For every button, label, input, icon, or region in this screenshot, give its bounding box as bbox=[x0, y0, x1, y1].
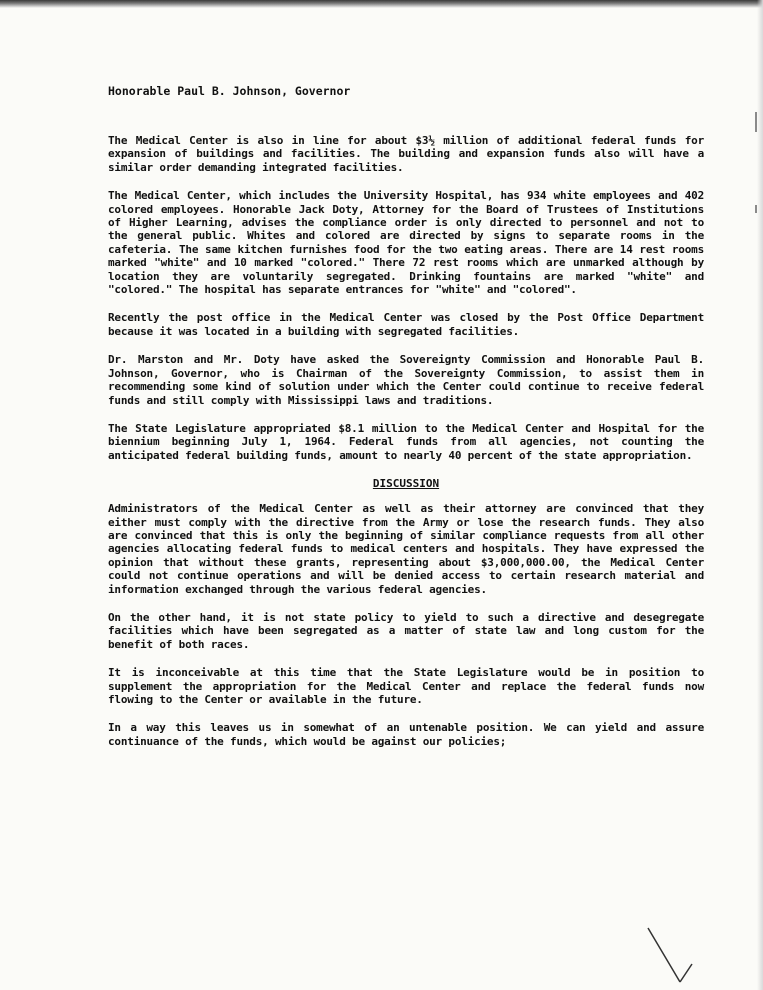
scan-artifact-mark bbox=[755, 112, 757, 132]
letter-body bbox=[108, 84, 704, 763]
paragraph-appropriation: The State Legislature appropriated $8.1 million to the Medical Center and Hospital for the biennium beginning July 1, 1964. Federal funds from all agencies, not counting the anticipated federal building funds, amount to nearly 40 percent of the state appropriation. bbox=[108, 421, 704, 462]
paragraph-untenable: In a way this leaves us in somewhat of an untenable position. We can yield and assure continuance of the funds, which would be against our policies; bbox=[108, 721, 704, 748]
paragraph-state-policy: On the other hand, it is not state policy to yield to such a directive and desegregate facilities which have been segregated as a matter of state law and long custom for the benefit of both races. bbox=[108, 610, 704, 651]
paragraph-commission-request: Dr. Marston and Mr. Doty have asked the Sovereignty Commission and Honorable Paul B. Johnson, Governor, who is Chairman of the Sovereignty Commission, to assist them in recommending some kind of solution under which the Center could continue to receive federal funds and still comply with Mississippi laws and traditions. bbox=[108, 353, 704, 407]
paragraph-employees: The Medical Center, which includes the University Hospital, has 934 white employees and 402 colored employees. Honorable Jack Doty, Attorney for the Board of Trustees of Institutions of Higher Learning, advises the compliance order is only directed to personnel and not to the general public. Whites and colored are directed by signs to separate rooms in the cafeteria. The same kitchen furnishes food for the two eating areas. There are 14 rest rooms marked "white" and 10 marked "colored." There 72 rest rooms which are unmarked although by location they are voluntarily segregated. Drinking fountains are marked "white" and "colored." The hospital has separate entrances for "white" and "colored". bbox=[108, 189, 704, 297]
pen-mark bbox=[640, 920, 700, 990]
paragraph-administrators: Administrators of the Medical Center as well as their attorney are convinced that they either must comply with the directive from the Army or lose the research funds. They also are convinced that this is only the beginning of similar compliance requests from all other agencies allocating federal funds to medical centers and hospitals. They have expressed the opinion that without these grants, representing about $3,000,000.00, the Medical Center could not continue operations and will be denied access to certain research material and information exchanged through the various federal agencies. bbox=[108, 502, 704, 596]
scan-artifact-mark bbox=[755, 205, 757, 213]
salutation: Honorable Paul B. Johnson, Governor bbox=[108, 84, 351, 98]
paragraph-post-office: Recently the post office in the Medical Center was closed by the Post Office Department because it was located in a building with segregated facilities. bbox=[108, 311, 704, 338]
paragraph-funds: The Medical Center is also in line for about $3½ million of additional federal funds for expansion of buildings and facilities. The building and expansion funds also will have a similar order demanding integrated facilities. bbox=[108, 134, 704, 174]
scan-top-edge bbox=[0, 0, 763, 8]
section-heading: DISCUSSION bbox=[372, 477, 440, 491]
paragraph-legislature: It is inconceivable at this time that the State Legislature would be in position to supplement the appropriation for the Medical Center and replace the federal funds now flowing to the Center or available in the future. bbox=[108, 666, 704, 706]
scan-right-edge bbox=[757, 0, 763, 990]
